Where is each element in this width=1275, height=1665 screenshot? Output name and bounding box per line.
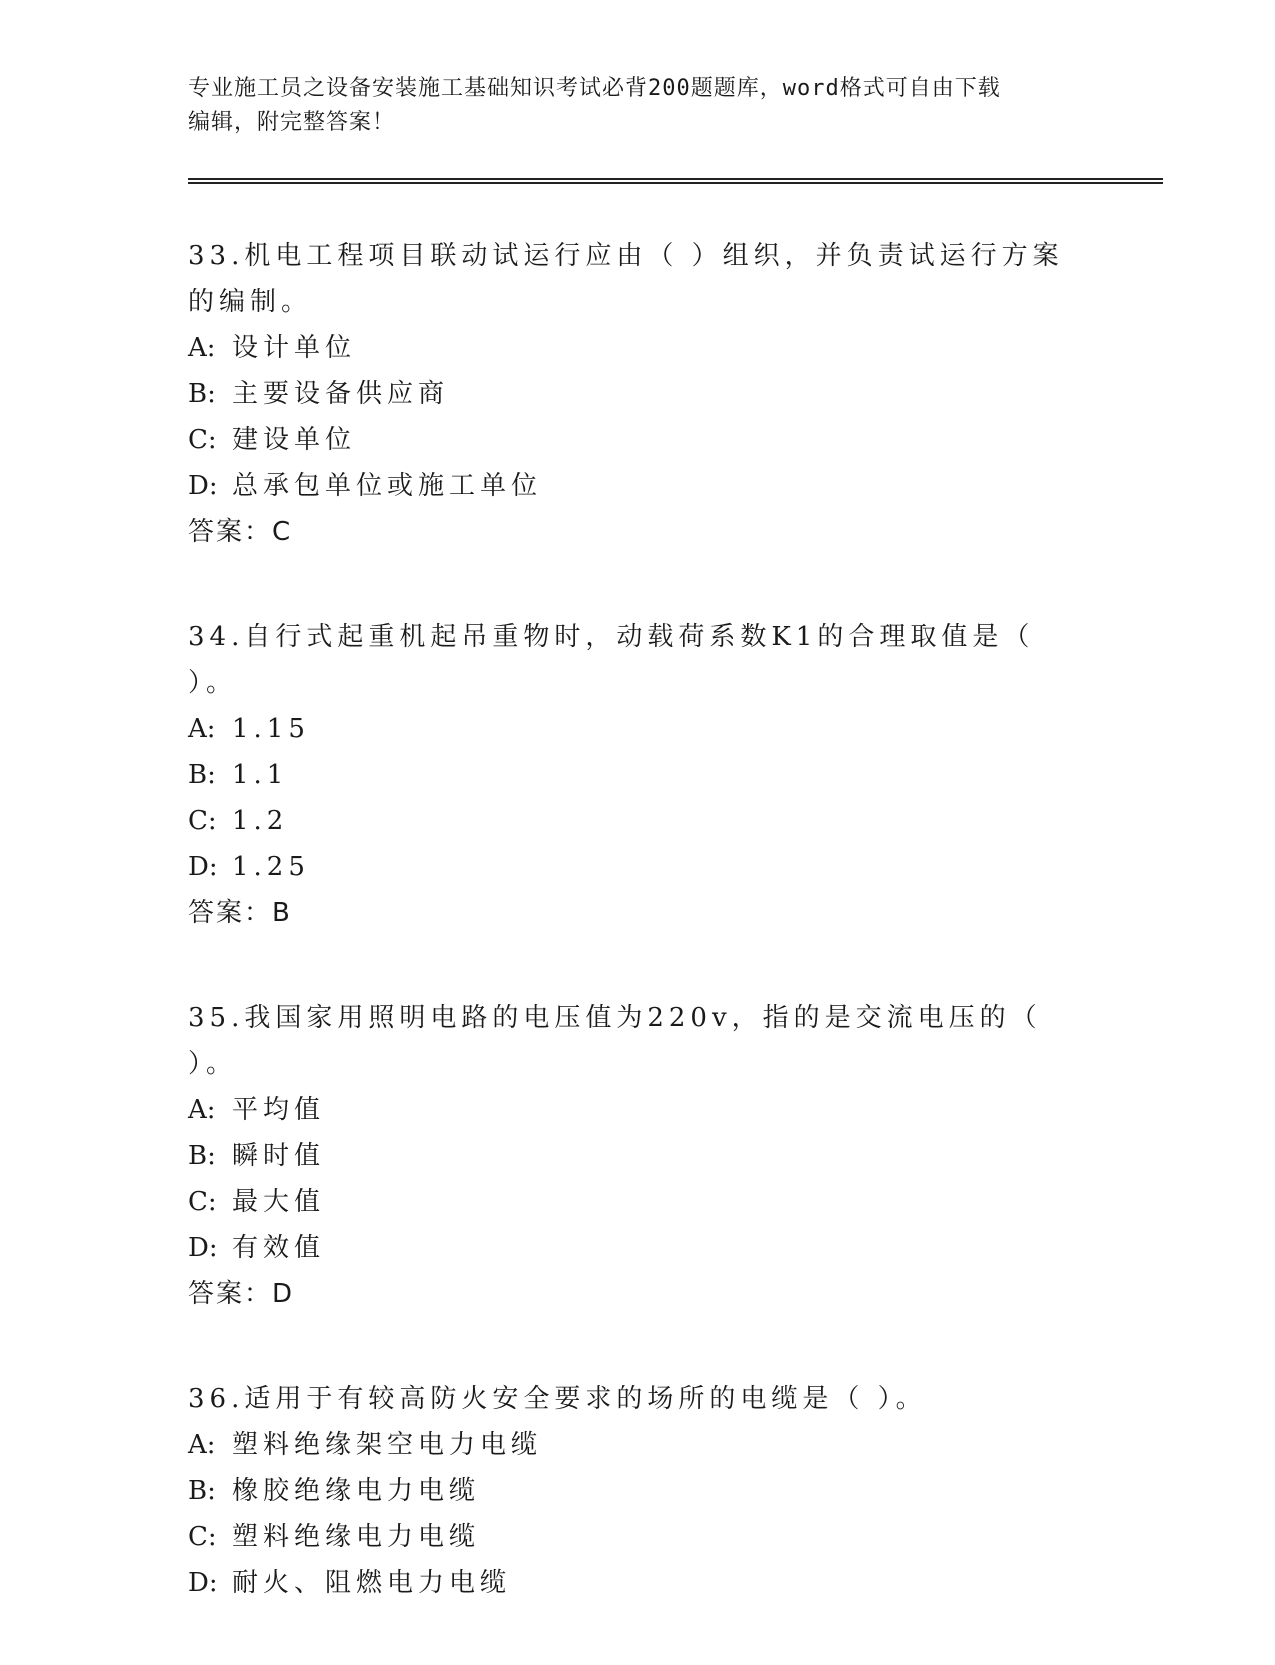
option-key: B: bbox=[188, 1141, 216, 1171]
option-d bbox=[188, 463, 1163, 509]
option-b bbox=[188, 371, 1163, 417]
option-a bbox=[188, 1087, 1163, 1133]
option-text: 橡胶绝缘电力电缆 bbox=[232, 1476, 481, 1506]
option-key: C: bbox=[188, 1187, 217, 1217]
option-key: C: bbox=[188, 425, 217, 455]
option-text: 最大值 bbox=[232, 1187, 326, 1217]
option-key: B: bbox=[188, 1476, 216, 1506]
option-d bbox=[188, 1225, 1163, 1271]
option-text: 有效值 bbox=[232, 1233, 326, 1263]
document-header bbox=[188, 72, 1088, 140]
question-34 bbox=[188, 614, 1163, 936]
option-text: 塑料绝缘架空电力电缆 bbox=[232, 1430, 543, 1460]
question-text: 34.自行式起重机起吊重物时，动载荷系数K1的合理取值是（ ）。 bbox=[188, 622, 1035, 698]
question-text: 33.机电工程项目联动试运行应由（ ）组织，并负责试运行方案的编制。 bbox=[188, 241, 1064, 317]
question-text: 36.适用于有较高防火安全要求的场所的电缆是（ ）。 bbox=[188, 1384, 927, 1414]
option-key: A: bbox=[188, 1095, 216, 1125]
answer-line: 答案：C bbox=[188, 517, 293, 547]
option-key: A: bbox=[188, 714, 216, 744]
option-text: 瞬时值 bbox=[232, 1141, 326, 1171]
option-key: B: bbox=[188, 379, 216, 409]
option-text: 设计单位 bbox=[232, 333, 357, 363]
option-text: 1.25 bbox=[232, 852, 310, 882]
answer-line: 答案：B bbox=[188, 898, 292, 928]
option-key: B: bbox=[188, 760, 216, 790]
answer-line: 答案：D bbox=[188, 1279, 295, 1309]
question-33 bbox=[188, 233, 1163, 555]
option-text: 建设单位 bbox=[232, 425, 357, 455]
header-title-line-2: 编辑，附完整答案！ bbox=[188, 110, 396, 135]
option-key: D: bbox=[188, 1233, 218, 1263]
question-text: 35.我国家用照明电路的电压值为220v，指的是交流电压的（ ）。 bbox=[188, 1003, 1042, 1079]
option-text: 塑料绝缘电力电缆 bbox=[232, 1522, 481, 1552]
question-35 bbox=[188, 995, 1163, 1317]
option-text: 平均值 bbox=[232, 1095, 326, 1125]
option-c bbox=[188, 1514, 1163, 1560]
option-c bbox=[188, 417, 1163, 463]
option-text: 主要设备供应商 bbox=[232, 379, 450, 409]
option-key: A: bbox=[188, 333, 216, 363]
option-d bbox=[188, 844, 1163, 890]
option-text: 1.2 bbox=[232, 806, 289, 836]
option-b bbox=[188, 1468, 1163, 1514]
option-d bbox=[188, 1560, 1163, 1606]
option-a bbox=[188, 1422, 1163, 1468]
option-key: D: bbox=[188, 471, 218, 501]
option-key: D: bbox=[188, 852, 218, 882]
option-key: A: bbox=[188, 1430, 216, 1460]
option-text: 耐火、阻燃电力电缆 bbox=[232, 1568, 512, 1598]
option-text: 1.1 bbox=[232, 760, 289, 790]
question-36 bbox=[188, 1376, 1163, 1606]
option-a bbox=[188, 706, 1163, 752]
header-title-line-1: 专业施工员之设备安装施工基础知识考试必背200题题库，word格式可自由下载 bbox=[188, 76, 1001, 101]
option-text: 1.15 bbox=[232, 714, 310, 744]
option-key: D: bbox=[188, 1568, 218, 1598]
option-text: 总承包单位或施工单位 bbox=[232, 471, 543, 501]
header-double-rule bbox=[188, 178, 1163, 184]
option-c bbox=[188, 1179, 1163, 1225]
option-c bbox=[188, 798, 1163, 844]
question-list bbox=[188, 233, 1163, 1665]
option-b bbox=[188, 1133, 1163, 1179]
option-key: C: bbox=[188, 1522, 217, 1552]
option-b bbox=[188, 752, 1163, 798]
option-a bbox=[188, 325, 1163, 371]
option-key: C: bbox=[188, 806, 217, 836]
